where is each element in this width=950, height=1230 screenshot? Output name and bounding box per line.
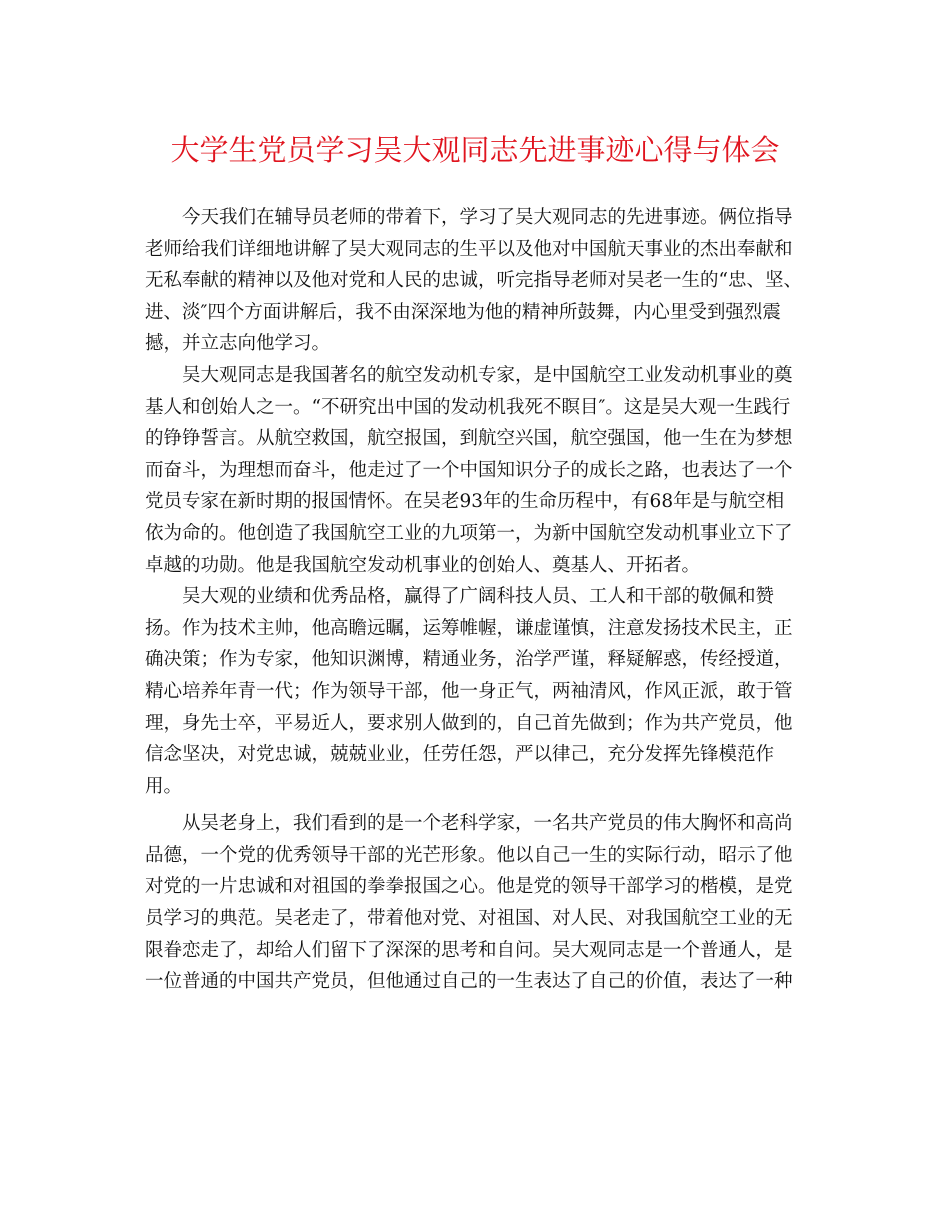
text-line: 党员专家在新时期的报国情怀。在吴老93年的生命历程中，有68年是与航空相 bbox=[145, 491, 785, 513]
text-line: 员学习的典范。吴老走了，带着他对党、对祖国、对人民、对我国航空工业的无 bbox=[145, 908, 793, 930]
paragraph bbox=[145, 360, 810, 581]
text-line: 一位普通的中国共产党员，但他通过自己的一生表达了自己的价值，表达了一种 bbox=[145, 971, 793, 993]
text-line: 基人和创始人之一。“不研究出中国的发动机我死不瞑目″。这是吴大观一生践行 bbox=[145, 396, 791, 418]
document-title: 大学生党员学习吴大观同志先进事迹心得与体会 bbox=[170, 133, 780, 167]
paragraph bbox=[145, 808, 810, 998]
text-line: 理，身先士卒，平易近人，要求别人做到的，自己首先做到；作为共产党员，他 bbox=[145, 712, 793, 734]
text-line: 扬。作为技术主帅，他高瞻远瞩，运筹帷幄，谦虚谨慎，注意发扬技术民主，正 bbox=[145, 617, 793, 639]
text-line: 撼，并立志向他学习。 bbox=[145, 333, 331, 355]
text-line: 而奋斗，为理想而奋斗，他走过了一个中国知识分子的成长之路，也表达了一个 bbox=[145, 459, 793, 481]
paragraph bbox=[145, 202, 810, 360]
text-line: 吴大观的业绩和优秀品格，赢得了广阔科技人员、工人和干部的敬佩和赞 bbox=[182, 586, 775, 608]
text-line: 的铮铮誓言。从航空救国，航空报国，到航空兴国，航空强国，他一生在为梦想 bbox=[145, 428, 793, 450]
text-line: 确决策；作为专家，他知识渊博，精通业务，治学严谨，释疑解惑，传经授道， bbox=[145, 649, 793, 671]
text-line: 用。 bbox=[145, 775, 183, 797]
text-line: 精心培养年青一代；作为领导干部，他一身正气，两袖清风，作风正派，敢于管 bbox=[145, 680, 793, 702]
text-line: 老师给我们详细地讲解了吴大观同志的生平以及他对中国航天事业的杰出奉献和 bbox=[145, 238, 793, 260]
text-line: 依为命的。他创造了我国航空工业的九项第一，为新中国航空发动机事业立下了 bbox=[145, 522, 793, 544]
text-line: 吴大观同志是我国著名的航空发动机专家，是中国航空工业发动机事业的奠 bbox=[182, 364, 793, 386]
text-line: 信念坚决，对党忠诚，兢兢业业，任劳任怨，严以律己，充分发挥先锋模范作 bbox=[145, 744, 775, 766]
text-line: 无私奉献的精神以及他对党和人民的忠诚，听完指导老师对吴老一生的“忠、坚、 bbox=[145, 270, 802, 292]
text-line: 卓越的功勋。他是我国航空发动机事业的创始人、奠基人、开拓者。 bbox=[145, 554, 701, 576]
text-line: 今天我们在辅导员老师的带着下，学习了吴大观同志的先进事迹。俩位指导 bbox=[182, 207, 793, 228]
text-line: 品德，一个党的优秀领导干部的光芒形象。他以自己一生的实际行动，昭示了他 bbox=[145, 844, 793, 866]
paragraph bbox=[145, 581, 810, 802]
text-line: 对党的一片忠诚和对祖国的拳拳报国之心。他是党的领导干部学习的楷模，是党 bbox=[145, 876, 793, 898]
text-line: 从吴老身上，我们看到的是一个老科学家，一名共产党员的伟大胸怀和高尚 bbox=[182, 813, 793, 835]
text-line: 限眷恋走了，却给人们留下了深深的思考和自问。吴大观同志是一个普通人，是 bbox=[145, 939, 793, 961]
document-body bbox=[145, 202, 810, 998]
text-line: 进、淡″四个方面讲解后，我不由深深地为他的精神所鼓舞，内心里受到强烈震 bbox=[145, 301, 781, 323]
